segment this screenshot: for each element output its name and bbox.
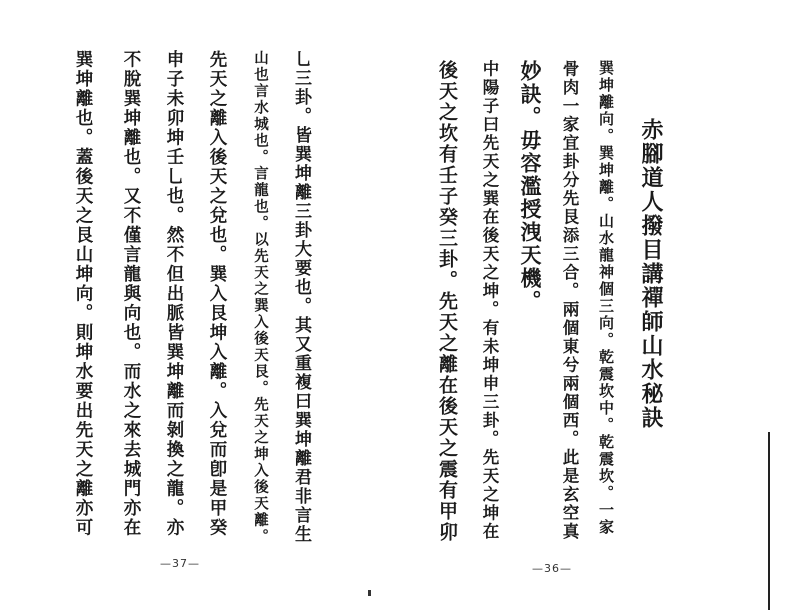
page-title: 赤腳道人撥目講禪師山水秘訣 [638, 118, 664, 430]
page-number: —36— [532, 562, 572, 575]
text-column: 不脫巽坤離也。又不僅言龍與向也。而水之來去城門亦在 [121, 50, 141, 538]
gutter-mark [368, 590, 371, 596]
left-page [0, 0, 392, 612]
scan-edge-line [768, 432, 770, 610]
text-column: 巽坤離向。巽坤離。山水龍神個三向。乾震坎中。乾震坎。一家 [597, 60, 615, 536]
page-number: —37— [160, 557, 200, 570]
text-column: 申子未卯坤壬乚也。然不但出脈皆巽坤離而剝換之龍。亦 [164, 50, 184, 538]
text-column: 巽坤離也。蓋後天之艮山坤向。則坤水要出先天之離亦可 [73, 50, 93, 538]
text-column: 後天之坎有壬子癸三卦。先天之離在後天之震有甲卯 [436, 60, 458, 543]
text-column: 乚三卦。皆巽坤離三卦大要也。其又重複曰巽坤離君非言生 [291, 50, 311, 544]
text-column: 山也言水城也。言龍也。以先天之巽入後天艮。先天之坤入後天離。 [252, 50, 269, 545]
text-column: 妙訣。毋容濫授洩天機。 [518, 60, 543, 313]
text-column: 先天之離入後天之兌也。巽入艮坤入離。入兌而卽是甲癸 [207, 50, 227, 538]
right-page [392, 0, 793, 612]
text-column: 骨肉一家宜卦分先艮添三合。兩個東兮兩個西。此是玄空真 [560, 60, 579, 541]
text-column: 中陽子曰先天之巽在後天之坤。有未坤申三卦。先天之坤在 [480, 60, 499, 541]
